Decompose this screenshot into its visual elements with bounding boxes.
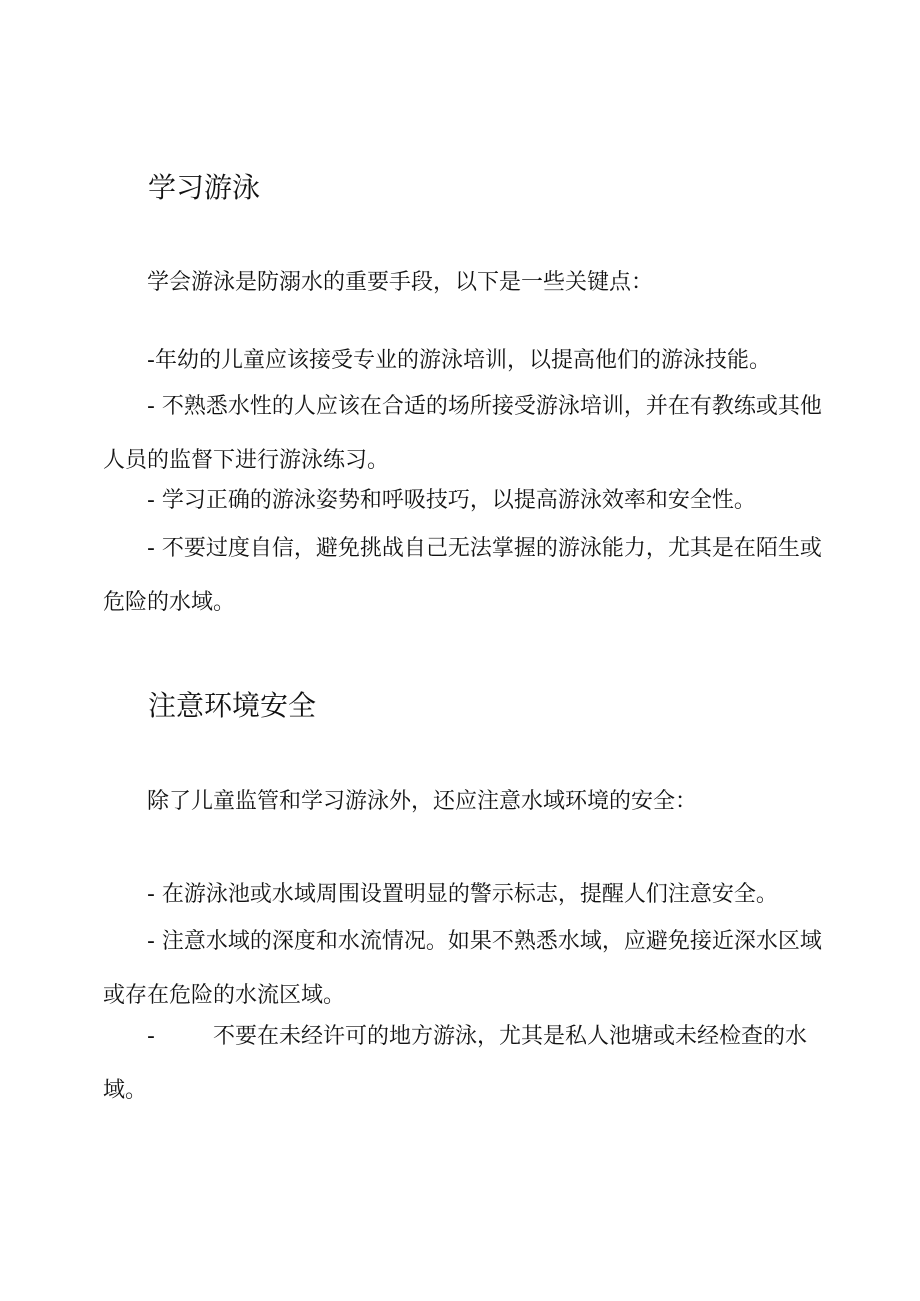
section-heading-environment-safety: 注意环境安全 — [148, 689, 317, 722]
bullet-item: - 不熟悉水性的人应该在合适的场所接受游泳培训，并在有教练或其他人员的监督下进行游泳练习。 — [103, 394, 822, 473]
section-heading-learn-swimming: 学习游泳 — [148, 171, 261, 204]
bullet-dash: - — [147, 1024, 155, 1049]
bullet-item: -年幼的儿童应该接受专业的游泳培训，以提高他们的游泳技能。 — [147, 348, 771, 373]
bullet-item: - 在游泳池或水域周围设置明显的警示标志，提醒人们注意安全。 — [147, 882, 778, 907]
section-intro-environment-safety: 除了儿童监管和学习游泳外，还应注意水域环境的安全： — [147, 789, 698, 814]
bullet-item: - 不要过度自信，避免挑战自己无法掌握的游泳能力，尤其是在陌生或危险的水域。 — [103, 536, 822, 615]
section-intro-learn-swimming: 学会游泳是防溺水的重要手段，以下是一些关键点： — [147, 270, 654, 295]
bullet-item-text: 不要在未经许可的地方游泳，尤其是私人池塘或未经检查的水域。 — [103, 1024, 808, 1103]
bullet-item: - 学习正确的游泳姿势和呼吸技巧，以提高游泳效率和安全性。 — [147, 488, 756, 513]
bullet-item — [103, 1010, 823, 1118]
bullet-item: - 注意水域的深度和水流情况。如果不熟悉水域，应避免接近深水区域或存在危险的水流区域。 — [103, 929, 822, 1008]
